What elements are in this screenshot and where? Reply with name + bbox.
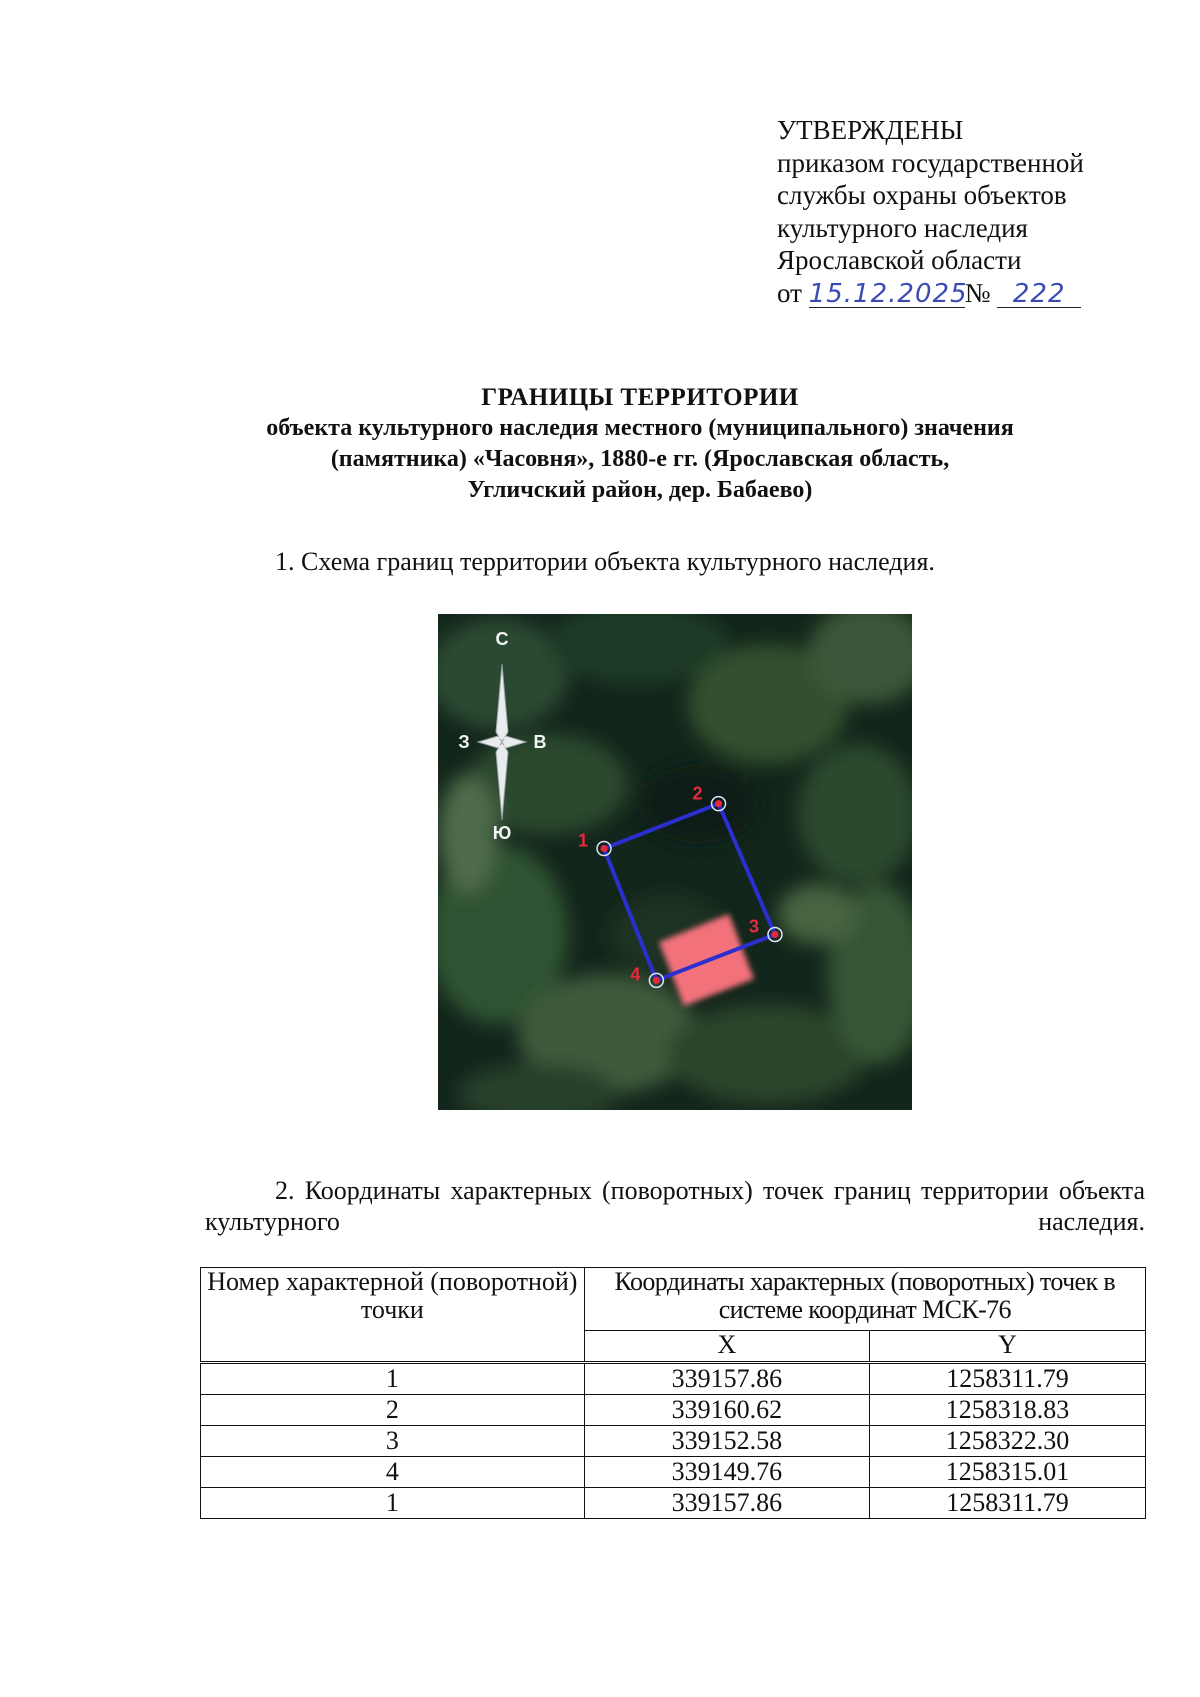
cell-point: 1 (201, 1488, 585, 1519)
date-field (808, 278, 968, 309)
boundary-point-marker (653, 977, 660, 984)
cell-y: 1258311.79 (870, 1488, 1146, 1519)
table-row (201, 1363, 1146, 1395)
cell-x: 339152.58 (584, 1426, 869, 1457)
boundary-point-marker (715, 800, 722, 807)
header-y: Y (870, 1331, 1146, 1363)
approval-line: Ярославской области (777, 245, 1022, 275)
boundary-point-marker (601, 845, 608, 852)
cell-y: 1258311.79 (870, 1363, 1146, 1395)
section-2-text: 2. Координаты характерных (поворотных) точек границ территории объекта культурного наследия. (205, 1176, 1145, 1236)
document-heading (200, 382, 1080, 506)
header-x: X (584, 1331, 869, 1363)
map-image (438, 614, 912, 1110)
header-coordinates: Координаты характерных (поворотных) точек в системе координат МСК-76 (584, 1268, 1145, 1331)
table-row (201, 1457, 1146, 1488)
subtitle-line: Угличский район, дер. Бабаево) (467, 477, 813, 503)
approval-date-line (777, 277, 1117, 310)
approval-block (777, 114, 1117, 309)
boundary-point-label: 3 (749, 916, 760, 937)
table-row (201, 1395, 1146, 1426)
cell-x: 339157.86 (584, 1488, 869, 1519)
handwritten-date: 15.12.2025 (808, 278, 968, 309)
subtitle-line: объекта культурного наследия местного (муниципального) значения (266, 415, 1014, 441)
cell-point: 1 (201, 1363, 585, 1395)
section-2-heading (205, 1175, 1145, 1237)
compass-north-label: С (495, 629, 509, 649)
number-field (997, 280, 1081, 308)
handwritten-number: 222 (1012, 278, 1066, 309)
approval-line: службы охраны объектов (777, 180, 1067, 210)
coordinates-table (200, 1267, 1146, 1519)
compass-east-label: В (533, 732, 547, 752)
boundary-point-label: 1 (578, 830, 589, 851)
cell-point: 2 (201, 1395, 585, 1426)
boundary-point-marker (772, 931, 779, 938)
cell-point: 4 (201, 1457, 585, 1488)
date-prefix: от (777, 277, 802, 308)
cell-y: 1258318.83 (870, 1395, 1146, 1426)
approval-line: приказом государственной (777, 147, 1084, 178)
cell-y: 1258322.30 (870, 1426, 1146, 1457)
compass-south-label: Ю (492, 823, 512, 843)
subtitle-line: (памятника) «Часовня», 1880-е гг. (Ярославская область, (330, 446, 950, 472)
approval-line: культурного наследия (777, 212, 1028, 243)
page-title: ГРАНИЦЫ ТЕРРИТОРИИ (481, 384, 799, 411)
boundary-point-label: 4 (630, 964, 641, 985)
boundary-point-label: 2 (692, 783, 703, 804)
table-row (201, 1488, 1146, 1519)
compass-west-label: З (458, 732, 470, 752)
cell-x: 339157.86 (584, 1363, 869, 1395)
boundary-map (438, 614, 912, 1110)
section-1-heading: 1. Схема границ территории объекта культурного наследия. (275, 547, 935, 576)
cell-x: 339160.62 (584, 1395, 869, 1426)
cell-x: 339149.76 (584, 1457, 869, 1488)
header-point-number: Номер характерной (поворотной) точки (201, 1268, 585, 1363)
approval-title: УТВЕРЖДЕНЫ (777, 115, 964, 145)
cell-point: 3 (201, 1426, 585, 1457)
cell-y: 1258315.01 (870, 1457, 1146, 1488)
number-prefix: № (964, 277, 991, 308)
table-row (201, 1426, 1146, 1457)
